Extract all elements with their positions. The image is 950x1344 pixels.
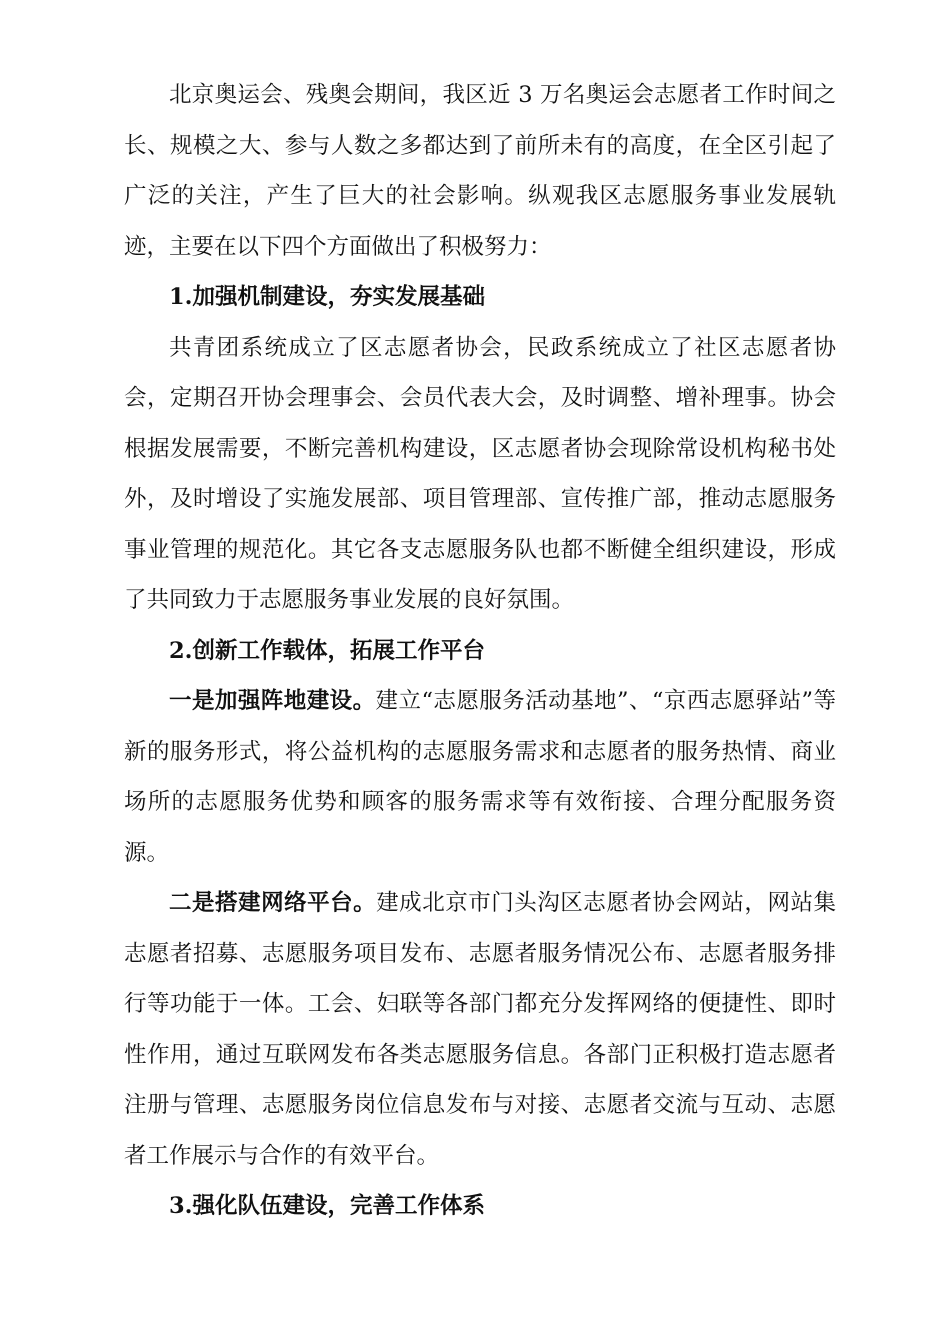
section-2-point-2-lead: 二是搭建网络平台。 (169, 890, 377, 916)
section-2-point-2-body: 建成北京市门头沟区志愿者协会网站，网站集志愿者招募、志愿服务项目发布、志愿者服务情况公布、志愿者服务排行等功能于一体。工会、妇联等各部门都充分发挥网络的便捷性、即时性作用，通过互联网发布各类志愿服务信息。各部门正积极打造志愿者注册与管理、志愿服务岗位信息发布与对接、志愿者交流与互动、志愿者工作展示与合作的有效平台。 (124, 890, 836, 1169)
section-2-point-2-paragraph (124, 878, 836, 1181)
intro-paragraph: 北京奥运会、残奥会期间，我区近 3 万名奥运会志愿者工作时间之长、规模之大、参与人数之多都达到了前所未有的高度，在全区引起了广泛的关注，产生了巨大的社会影响。纵观我区志愿服务事业发展轨迹，主要在以下四个方面做出了积极努力： (124, 82, 836, 260)
section-2-point-1-body: 建立“志愿服务活动基地”、“京西志愿驿站”等新的服务形式，将公益机构的志愿服务需求和志愿者的服务热情、商业场所的志愿服务优势和顾客的服务需求等有效衔接、合理分配服务资源。 (124, 688, 836, 866)
section-1-paragraph: 共青团系统成立了区志愿者协会，民政系统成立了社区志愿者协会，定期召开协会理事会、会员代表大会，及时调整、增补理事。协会根据发展需要，不断完善机构建设，区志愿者协会现除常设机构秘书处外，及时增设了实施发展部、项目管理部、宣传推广部，推动志愿服务事业管理的规范化。其它各支志愿服务队也都不断健全组织建设，形成了共同致力于志愿服务事业发展的良好氛围。 (124, 334, 836, 613)
section-2-point-1-lead: 一是加强阵地建设。 (169, 688, 376, 714)
section-3-heading: 3.强化队伍建设，完善工作体系 (169, 1193, 485, 1219)
section-2-heading: 2.创新工作载体，拓展工作平台 (169, 637, 485, 664)
section-2-point-1-paragraph (124, 676, 836, 878)
document-page (124, 70, 836, 1232)
section-1-heading: 1.加强机制建设，夯实发展基础 (169, 284, 485, 310)
